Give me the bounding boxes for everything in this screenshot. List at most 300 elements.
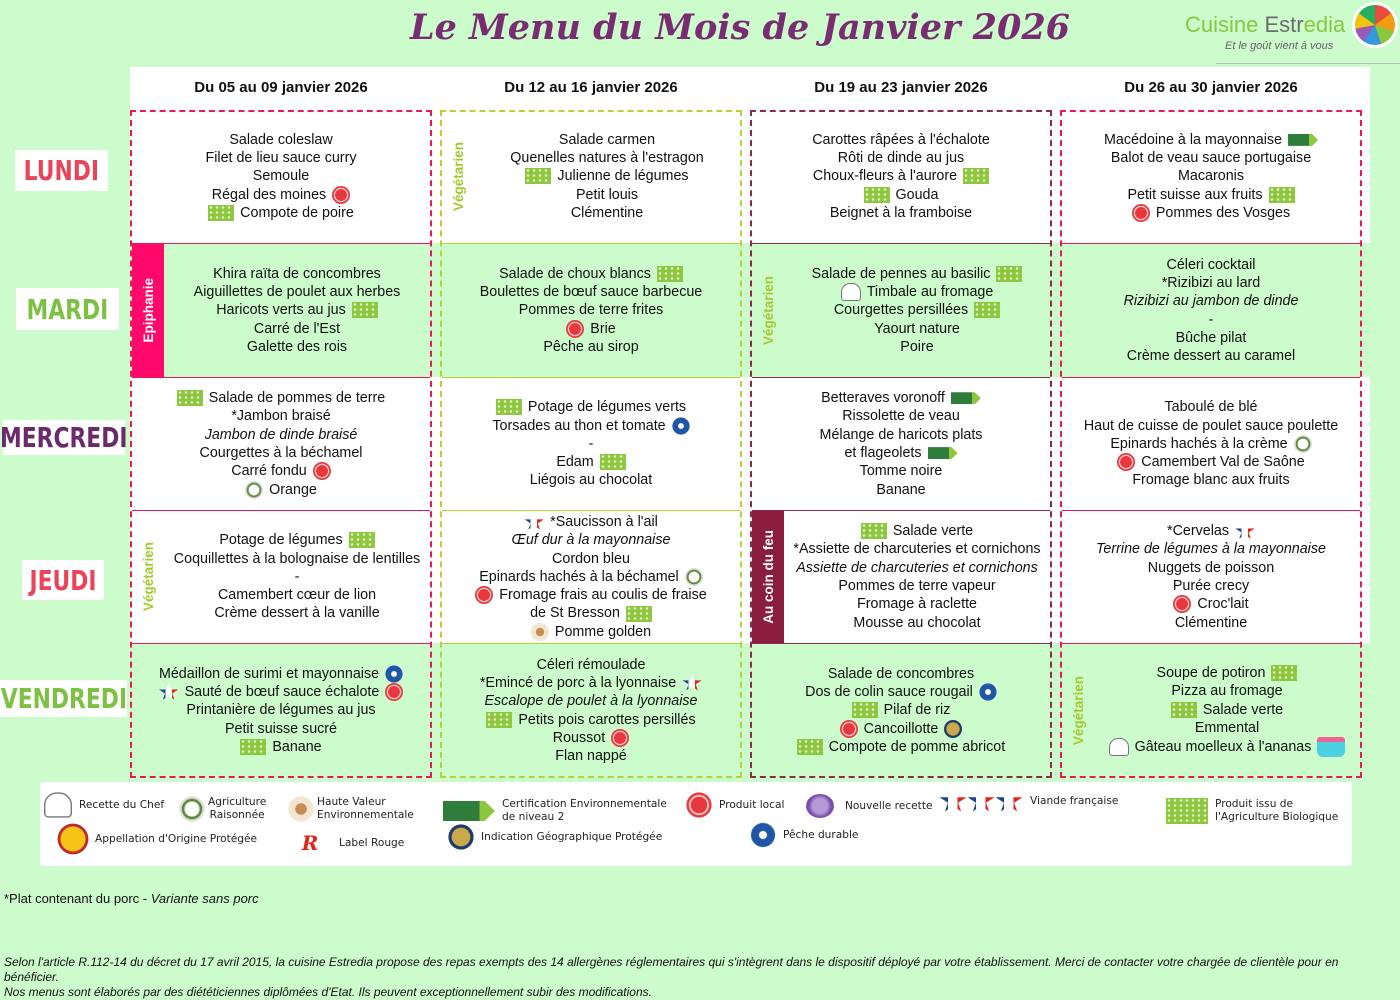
day-label-lundi (15, 150, 108, 191)
msc-icon (979, 683, 997, 701)
menu-cell-vendredi (752, 643, 1050, 777)
menu-item-text: Choux-fleurs à l'aurore (812, 168, 958, 185)
hve2-icon (951, 392, 981, 404)
menu-item (247, 338, 347, 356)
allergen-notice: Selon l'article R.112-14 du décret du 17 avril 2015, la cuisine Estredia propose des repas exempts des 14 allergènes réglementaires qui s'intègrent dans le dispositif déployé par votre établissement. Merci de contacter votre chargée de clientèle pour en bénéficier. (4, 955, 1339, 984)
legend-label: Indication Géographique Protégée (481, 830, 663, 843)
week-header: Du 05 au 09 janvier 2026 (194, 79, 368, 96)
bio-icon (852, 702, 878, 718)
menu-item (838, 577, 995, 595)
menu-item-text: Crème dessert au caramel (1126, 348, 1296, 365)
menu-item-text: Pêche au sirop (543, 338, 639, 355)
local-icon (566, 320, 584, 338)
menu-item-text: Liégois au chocolat (529, 472, 653, 489)
menu-item (1167, 256, 1256, 274)
menu-item-text: Salade verte (892, 523, 974, 540)
menu-item (1124, 292, 1299, 310)
legend-label: Produit issu de l'Agriculture Biologique (1215, 798, 1339, 823)
menu-item-text: Brie (590, 320, 616, 337)
separator: - (139, 891, 151, 906)
menu-item-text: Macaronis (1178, 168, 1244, 185)
legend-item (806, 794, 933, 818)
menu-item-text: *Rizibizi au lard (1161, 274, 1261, 291)
menu-item-text: Œuf dur à la mayonnaise (511, 532, 671, 549)
menu-item-text: Purée crecy (1172, 578, 1250, 594)
day-label-text: VENDREDI (0, 682, 127, 715)
legend-icons (943, 792, 1019, 810)
menu-item-text: Compote de poire (240, 204, 354, 221)
menu-item (219, 531, 374, 549)
menu-item-text: Epinards hachés à la béchamel (479, 568, 679, 585)
menu-item (552, 550, 630, 568)
pork-note-text: *Plat contenant du porc (4, 891, 140, 906)
bio-icon (996, 266, 1022, 282)
menu-item (537, 656, 646, 674)
menu-cell-mercredi (442, 377, 740, 510)
menu-item (796, 559, 1038, 577)
menu-item (812, 265, 1023, 283)
menu-item (900, 338, 933, 356)
menu-item-text: Soupe de potiron (1156, 664, 1266, 681)
menu-item-text: - (294, 568, 300, 585)
menu-item (1178, 167, 1244, 185)
menu-item-text: Pilaf de riz (883, 702, 951, 719)
menu-item (1110, 435, 1311, 453)
day-label-text: MERCREDI (0, 421, 128, 454)
menu-item-text: Régal des moines (211, 186, 327, 203)
menu-item (864, 186, 939, 204)
menu-item-text: Carré de l'Est (253, 320, 341, 337)
ar-icon (179, 796, 204, 821)
menu-item (218, 586, 376, 604)
menu-item (876, 481, 925, 499)
menu-item (531, 623, 651, 641)
menu-item-text: - (1208, 311, 1214, 328)
theme-tag-label: Végétarien (140, 542, 156, 612)
menu-item-text: Pommes de terre frites (518, 302, 664, 319)
theme-tag (132, 511, 164, 643)
menu-item-text: Tomme noire (859, 463, 943, 480)
menu-item (525, 167, 688, 185)
menu-item (212, 186, 350, 204)
menu-item-text: Camembert cœur de lion (217, 587, 377, 604)
menu-item (834, 301, 1000, 319)
vegetable-ball-logo-icon (1352, 2, 1398, 48)
menu-item (860, 462, 943, 480)
menu-item-text: Timbale au fromage (866, 284, 994, 301)
menu-item-text: Potage de légumes (219, 532, 343, 549)
menu-item-text: Céleri cocktail (1166, 256, 1256, 273)
menu-item-text: Aiguillettes de poulet aux herbes (193, 284, 401, 301)
menu-cell-jeudi (132, 510, 430, 643)
bio-icon (240, 739, 266, 755)
ar-icon (245, 481, 263, 499)
bio-icon (1166, 798, 1208, 824)
legend-label: Produit local (719, 798, 785, 811)
menu-item-text: Printanière de légumes au jus (186, 702, 376, 719)
menu-item (206, 149, 357, 167)
menu-item (1084, 417, 1338, 435)
theme-tag-label: Au coin du feu (760, 530, 776, 624)
menu-item-text: Céleri rémoulade (536, 656, 646, 673)
menu-item-text: Croc'lait (1197, 596, 1249, 613)
menu-item-text: Carré fondu (231, 463, 307, 480)
menu-item-text: Courgettes persillées (833, 302, 969, 319)
menu-item (828, 665, 974, 683)
menu-item (194, 283, 401, 301)
legend-item (452, 828, 662, 846)
menu-item-text: Epinards hachés à la crème (1110, 435, 1288, 452)
menu-item-text: Fromage frais au coulis de fraise (499, 587, 707, 604)
menu-cell-lundi (1062, 110, 1360, 243)
menu-item-text: Poire (900, 338, 934, 355)
menu-item (852, 701, 951, 719)
local-icon (611, 729, 629, 747)
menu-item-text: Carottes râpées à l'échalote (812, 131, 990, 148)
menu-item (1171, 701, 1283, 719)
local-icon (385, 683, 403, 701)
legend-label: Haute Valeur Environnementale (317, 796, 414, 821)
menu-item-text: Terrine de légumes à la mayonnaise (1096, 541, 1326, 558)
menu-item-text: Crème dessert à la vanille (214, 605, 380, 622)
menu-item (475, 586, 706, 604)
menu-item-text: Coquillettes à la bolognaise de lentilles (173, 550, 421, 567)
menu-item-text: Banane (876, 481, 926, 498)
legend-icons (754, 826, 772, 844)
day-label-mercredi (0, 420, 128, 455)
vf-icon (1235, 522, 1255, 540)
menu-cell-mardi (442, 243, 740, 377)
menu-item-text: *Cervelas (1167, 523, 1229, 540)
menu-item (245, 481, 317, 499)
menu-item-text: Médaillon de surimi et mayonnaise (158, 665, 380, 682)
local-icon (313, 462, 331, 480)
menu-item-text: Camembert Val de Saône (1141, 454, 1305, 471)
bio-icon (797, 739, 823, 755)
legend-icons (443, 801, 495, 821)
day-label-mardi (16, 288, 119, 330)
menu-item (253, 167, 309, 185)
ar-icon (685, 568, 703, 586)
day-label-jeudi (22, 560, 104, 600)
menu-item-text: Filet de lieu sauce curry (205, 150, 357, 167)
menu-item (240, 738, 321, 756)
legend-label: Pêche durable (783, 828, 859, 841)
dietitian-notice: Nos menus sont élaborés par des diététiciennes diplômées d'Etat. Ils peuvent exceptionnellement subir des modifications. (4, 985, 652, 999)
menu-item (1171, 682, 1282, 700)
hve-icon (531, 623, 549, 641)
menu-item (225, 720, 337, 738)
variant-note-text: Variante sans porc (150, 891, 259, 906)
menu-item (1173, 595, 1248, 613)
menu-item (510, 149, 703, 167)
legend-item (62, 828, 257, 850)
menu-item-text: Potage de légumes verts (527, 399, 687, 416)
menu-item-text: Jambon de dinde braisé (204, 426, 358, 443)
menu-item (530, 604, 652, 622)
menu-item-text: - (588, 435, 594, 452)
theme-tag (752, 511, 784, 643)
menu-item-text: Mélange de haricots plats (819, 426, 983, 443)
menu-item (840, 720, 963, 738)
divider (1216, 63, 1400, 64)
menu-item (793, 540, 1040, 558)
menu-item-text: Escalope de poulet à la lyonnaise (484, 693, 698, 710)
bio-icon (349, 532, 375, 548)
menu-item (159, 665, 403, 683)
legend-item (48, 796, 164, 814)
menu-item-text: Flan nappé (555, 748, 627, 765)
menu-item-text: Mousse au chocolat (853, 614, 981, 631)
menu-item (543, 338, 638, 356)
menu-item-text: Edam (556, 454, 594, 471)
menu-item-text: Yaourt nature (874, 320, 960, 337)
vf-icon (995, 788, 1023, 813)
day-label-text: MARDI (26, 292, 109, 326)
legend-label: Nouvelle recette (845, 799, 933, 812)
menu-item (576, 186, 638, 204)
week-column (440, 110, 742, 778)
legal-notice (4, 955, 1372, 1000)
local-icon (1132, 204, 1150, 222)
menu-item (820, 426, 983, 444)
menu-item-text: Boulettes de bœuf sauce barbecue (479, 284, 703, 301)
menu-item (174, 550, 420, 568)
legend-icons (1166, 798, 1208, 824)
menu-item (1132, 204, 1290, 222)
legend-icons (292, 800, 310, 818)
legend-icons (690, 796, 708, 814)
msc-icon (750, 822, 775, 847)
day-label-vendredi (0, 680, 127, 717)
bio-icon (525, 168, 551, 184)
menu-item (556, 453, 625, 471)
new-icon (806, 794, 834, 818)
menu-item (214, 604, 379, 622)
menu-item (231, 407, 330, 425)
menu-item (1109, 737, 1346, 757)
menu-item-text: Cordon bleu (552, 550, 630, 567)
menu-item-text: Assiette de charcuteries et cornichons (796, 559, 1038, 576)
menu-item (841, 283, 994, 301)
menu-item-text: Haricots verts au jus (216, 302, 346, 319)
menu-item (530, 471, 652, 489)
menu-item (479, 568, 703, 586)
menu-item (797, 738, 1005, 756)
local-icon (840, 720, 858, 738)
bio-icon (864, 187, 890, 203)
menu-item (480, 674, 702, 692)
legend-item (443, 798, 667, 824)
legend-label: Viande française (1030, 794, 1119, 807)
vf-icon (682, 674, 702, 692)
menu-item (1167, 522, 1255, 540)
vf-icon (939, 788, 967, 813)
menu-item-text: Torsades au thon et tomate (492, 417, 666, 434)
aop-icon (58, 824, 89, 855)
menu-item (553, 729, 629, 747)
bio-icon (974, 302, 1000, 318)
menu-item-text: Cancoillotte (863, 720, 939, 737)
menu-item-text: Petits pois carottes persillés (518, 711, 696, 728)
day-label-text: JEUDI (29, 563, 97, 597)
menu-item (589, 435, 594, 453)
menu-item-text: Orange (269, 481, 317, 498)
bio-icon (1269, 187, 1295, 203)
menu-item (1173, 577, 1249, 595)
menu-item (254, 320, 340, 338)
menu-item (1111, 149, 1311, 167)
menu-item-text: Nuggets de poisson (1147, 559, 1275, 576)
brand-logo (1180, 6, 1400, 62)
bio-icon (657, 266, 683, 282)
brand-part: Cuisine (1185, 12, 1265, 37)
menu-item-text: Bûche pilat (1175, 329, 1247, 346)
menu-item (1127, 186, 1294, 204)
menu-cell-jeudi (752, 510, 1050, 643)
menu-item (857, 595, 977, 613)
brand-tagline: Et le goût vient à vous (1225, 40, 1334, 52)
menu-cell-mercredi (132, 377, 430, 510)
theme-tag-label: Végétarien (450, 141, 466, 212)
menu-cell-vendredi (132, 643, 430, 777)
menu-item-text: Petit louis (576, 186, 638, 203)
igp-icon (448, 824, 473, 849)
menu-item-text: *Emincé de porc à la lyonnaise (479, 674, 677, 691)
legend-icons (452, 828, 470, 846)
page-title: Le Menu du Mois de Janvier 2026 (409, 7, 1071, 48)
menu-item (566, 320, 615, 338)
vf-icon (524, 513, 544, 531)
hve2-icon (443, 801, 495, 821)
brand-part: Estr (1264, 12, 1304, 37)
bio-icon (1171, 702, 1197, 718)
legend-item (292, 830, 404, 856)
menu-item (812, 131, 990, 149)
menu-item-text: Roussot (552, 729, 606, 746)
legend-label: Appellation d'Origine Protégée (95, 832, 258, 845)
cake-icon (1317, 737, 1345, 757)
menu-item (1162, 274, 1261, 292)
menu-item (1176, 329, 1247, 347)
menu-cell-mardi (1062, 243, 1360, 377)
bio-icon (496, 399, 522, 415)
week-column (1060, 110, 1362, 778)
menu-item-text: Courgettes à la béchamel (199, 445, 363, 461)
theme-tag (752, 244, 784, 377)
menu-item (512, 531, 671, 549)
menu-item-text: *Assiette de charcuteries et cornichons (793, 541, 1041, 558)
menu-item-text: Galette des rois (246, 338, 348, 355)
menu-item-text: Fromage à raclette (857, 596, 977, 613)
menu-item-text: Clémentine (1174, 614, 1248, 631)
menu-item-text: de St Bresson (530, 605, 620, 622)
menu-item (853, 614, 980, 632)
brand-part: edia (1303, 12, 1346, 37)
menu-item-text: Fromage blanc aux fruits (1132, 472, 1290, 489)
menu-item-text: Banane (272, 738, 322, 755)
theme-tag-label: Végétarien (1070, 675, 1086, 746)
menu-item-text: Rôti de dinde au jus (837, 150, 965, 167)
menu-item-text: *Jambon braisé (231, 408, 331, 425)
menu-item (200, 444, 363, 462)
ar-icon (1294, 435, 1312, 453)
menu-item-text: Macédoine à la mayonnaise (1103, 131, 1283, 148)
menu-cell-vendredi (442, 643, 740, 777)
theme-tag (442, 110, 474, 243)
menu-item-text: Dos de colin sauce rougail (805, 684, 973, 701)
bio-icon (208, 205, 234, 221)
legend-item (943, 792, 1118, 810)
week-header: Du 26 au 30 janvier 2026 (1124, 79, 1298, 96)
legend-label: Recette du Chef (79, 798, 165, 811)
menu-item (159, 683, 404, 701)
legend (40, 782, 1352, 866)
week-header: Du 12 au 16 janvier 2026 (504, 79, 678, 96)
menu-item (213, 265, 381, 283)
menu-item-text: et flageolets (844, 445, 922, 461)
menu-item (229, 131, 332, 149)
menu-item (842, 407, 960, 425)
igp-icon (944, 720, 962, 738)
hve2-icon (1288, 134, 1318, 146)
bio-icon (861, 523, 887, 539)
legend-icons (183, 800, 201, 818)
menu-item (480, 283, 703, 301)
menu-item-text: Julienne de légumes (557, 168, 689, 185)
menu-item (1127, 347, 1295, 365)
menu-item-text: Balot de veau sauce portugaise (1110, 150, 1312, 167)
menu-item-text: Pommes des Vosges (1155, 204, 1291, 221)
chef-icon (44, 792, 72, 817)
menu-item (838, 149, 964, 167)
legend-icons (806, 794, 834, 818)
week-header: Du 19 au 23 janvier 2026 (814, 79, 988, 96)
menu-item (484, 692, 697, 710)
bio-icon (486, 712, 512, 728)
menu-item-text: Salade verte (1202, 701, 1284, 718)
msc-icon (672, 417, 690, 435)
bio-icon (600, 454, 626, 470)
menu-item (1157, 664, 1298, 682)
legend-item (1166, 798, 1338, 824)
legend-icons (292, 830, 328, 856)
menu-item (1209, 311, 1214, 329)
menu-cell-jeudi (1062, 510, 1360, 643)
day-label-text: LUNDI (23, 154, 100, 187)
bio-icon (963, 168, 989, 184)
chef-icon (841, 283, 861, 301)
menu-item (208, 204, 354, 222)
legend-item (690, 796, 784, 814)
menu-item (231, 462, 331, 480)
menu-item (492, 417, 689, 435)
menu-item-text: Rizibizi au jambon de dinde (1123, 293, 1299, 310)
pork-note (4, 891, 259, 906)
local-icon (1117, 453, 1135, 471)
theme-tag-label: Epiphanie (140, 278, 156, 343)
week-column (130, 110, 432, 778)
local-icon (1173, 595, 1191, 613)
menu-item-text: Quenelles natures à l'estragon (510, 150, 704, 167)
menu-item (499, 265, 683, 283)
menu-item (496, 398, 686, 416)
menu-item (186, 701, 375, 719)
menu-item (486, 711, 695, 729)
hve2-icon (928, 447, 958, 459)
menu-item-text: Semoule (252, 168, 310, 185)
lr-icon: R (292, 830, 328, 856)
